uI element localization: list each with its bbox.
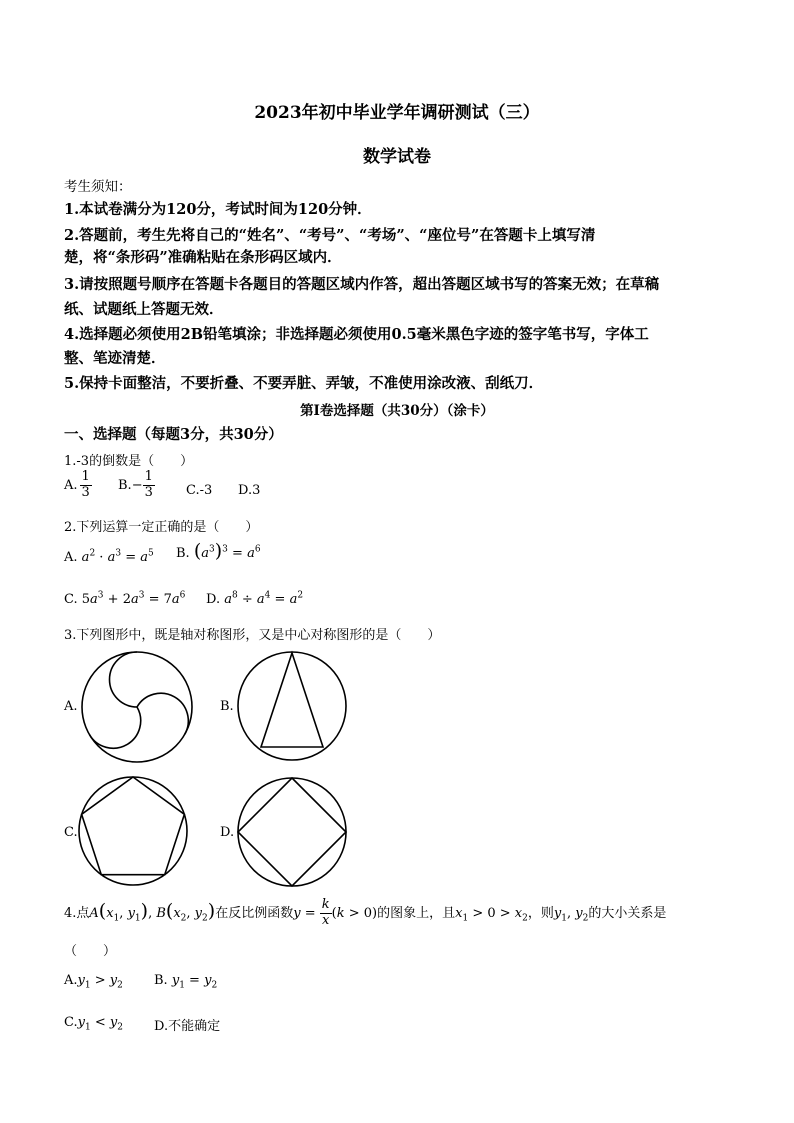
question-1-option-a [64,470,92,501]
minus-sign: − [131,477,143,493]
question-2-option-d: D. $a^8 \div a^4 = a^2$ [206,590,304,607]
isosceles-triangle-in-circle-figure [237,651,347,761]
question-4-option-b: B. $y_1 = y_2$ [154,973,218,991]
notice-item-5: 5.保持卡面整洁，不要折叠、不要弄脏、弄皱，不准使用涂改液、刮纸刀． [64,375,544,392]
part-heading: 第Ⅰ卷选择题（共30分）（涂卡） [300,403,494,419]
question-4-stem: 4.点$A(x_1$, $y_1$), $B(x_2$, $y_2$)在反比例函数y = $\frac{k}{x}$ (k > 0)的图象上，且$x_1 > 0 > x_2$，则$y_1$, $y_2$的大小关系是 [64,897,667,928]
notice-item-3: 3.请按照题号顺序在答题卡各题目的答题区域内作答，超出答题区域书写的答案无效；在草稿 [64,276,660,293]
notice-item-1: 1.本试卷满分为120分，考试时间为120分钟． [64,201,372,218]
question-1-option-d: D.3 [238,483,261,498]
page-subtitle: 数学试卷 [363,147,431,167]
question-1-option-b [118,470,155,501]
question-3-option-c-label: C. [64,825,78,840]
stem-text: 的图象上，且 [377,905,456,921]
option-label: B. [118,477,132,493]
option-label: A. [64,477,78,493]
question-3-option-d-label: D. [220,825,235,840]
question-2-option-b: B. $(a^3)^3 = a^6$ [176,540,261,562]
option-label: B. [176,546,190,561]
question-3-stem: 3.下列图形中，既是轴对称图形，又是中心对称图形的是（ ） [64,628,441,643]
option-label: A. [64,550,78,565]
notice-item-4: 4.选择题必须使用2B铅笔填涂；非选择题必须使用0.5毫米黑色字迹的签字笔书写，字体工 [64,326,649,343]
option-label: B. [154,973,168,988]
section-heading: 一、选择题（每题3分，共30分） [64,426,283,443]
frac-numerator: 1 [81,469,90,484]
question-2-stem: 2.下列运算一定正确的是（ ） [64,520,259,535]
question-2-option-a: A. $a^2 \cdot a^3 = a^5$ [64,548,154,565]
stem-text: ，则 [527,905,554,921]
question-1-option-c: C.-3 [186,483,213,498]
question-2-option-c: C. $5a^3 + 2a^3 = 7a^6$ [64,590,186,607]
stem-text: 的大小关系是 [588,905,667,921]
question-3-option-b-label: B. [220,699,234,714]
triskelion-circle-figure [80,650,194,764]
frac-denominator: 3 [81,484,90,500]
frac-denominator: 3 [144,484,153,500]
notice-item-3-cont: 纸、试题纸上答题无效． [64,301,224,318]
stem-text: 4.点 [64,905,90,921]
question-4-paren: （ ） [64,944,117,959]
question-4-option-a: $A.y_1 > y_2$ [64,973,123,991]
option-label: A. [64,973,78,988]
notice-item-4-cont: 整、笔迹清楚． [64,350,166,367]
pentagon-in-circle-figure [78,776,188,886]
option-label: D. [206,592,221,607]
notice-item-2-cont: 楚，将“条形码”准确粘贴在条形码区域内． [64,249,342,266]
option-label: C. [64,1015,78,1030]
notice-heading: 考生须知： [64,179,132,195]
page-title: 2023年初中毕业学年调研测试（三） [254,103,540,123]
question-4-option-d: D.不能确定 [154,1019,221,1034]
question-1-stem: 1.-3的倒数是（ ） [64,454,194,469]
notice-item-2: 2.答题前，考生先将自己的“姓名”、“考号”、“考场”、“座位号”在答题卡上填写清 [64,227,596,244]
square-in-circle-figure [237,777,347,887]
frac-numerator: 1 [144,469,153,484]
question-4-option-c: $C.y_1 < y_2$ [64,1015,123,1033]
question-3-option-a-label: A. [64,699,78,714]
stem-text: 在反比例函数 [215,905,294,921]
option-label: C. [64,592,78,607]
